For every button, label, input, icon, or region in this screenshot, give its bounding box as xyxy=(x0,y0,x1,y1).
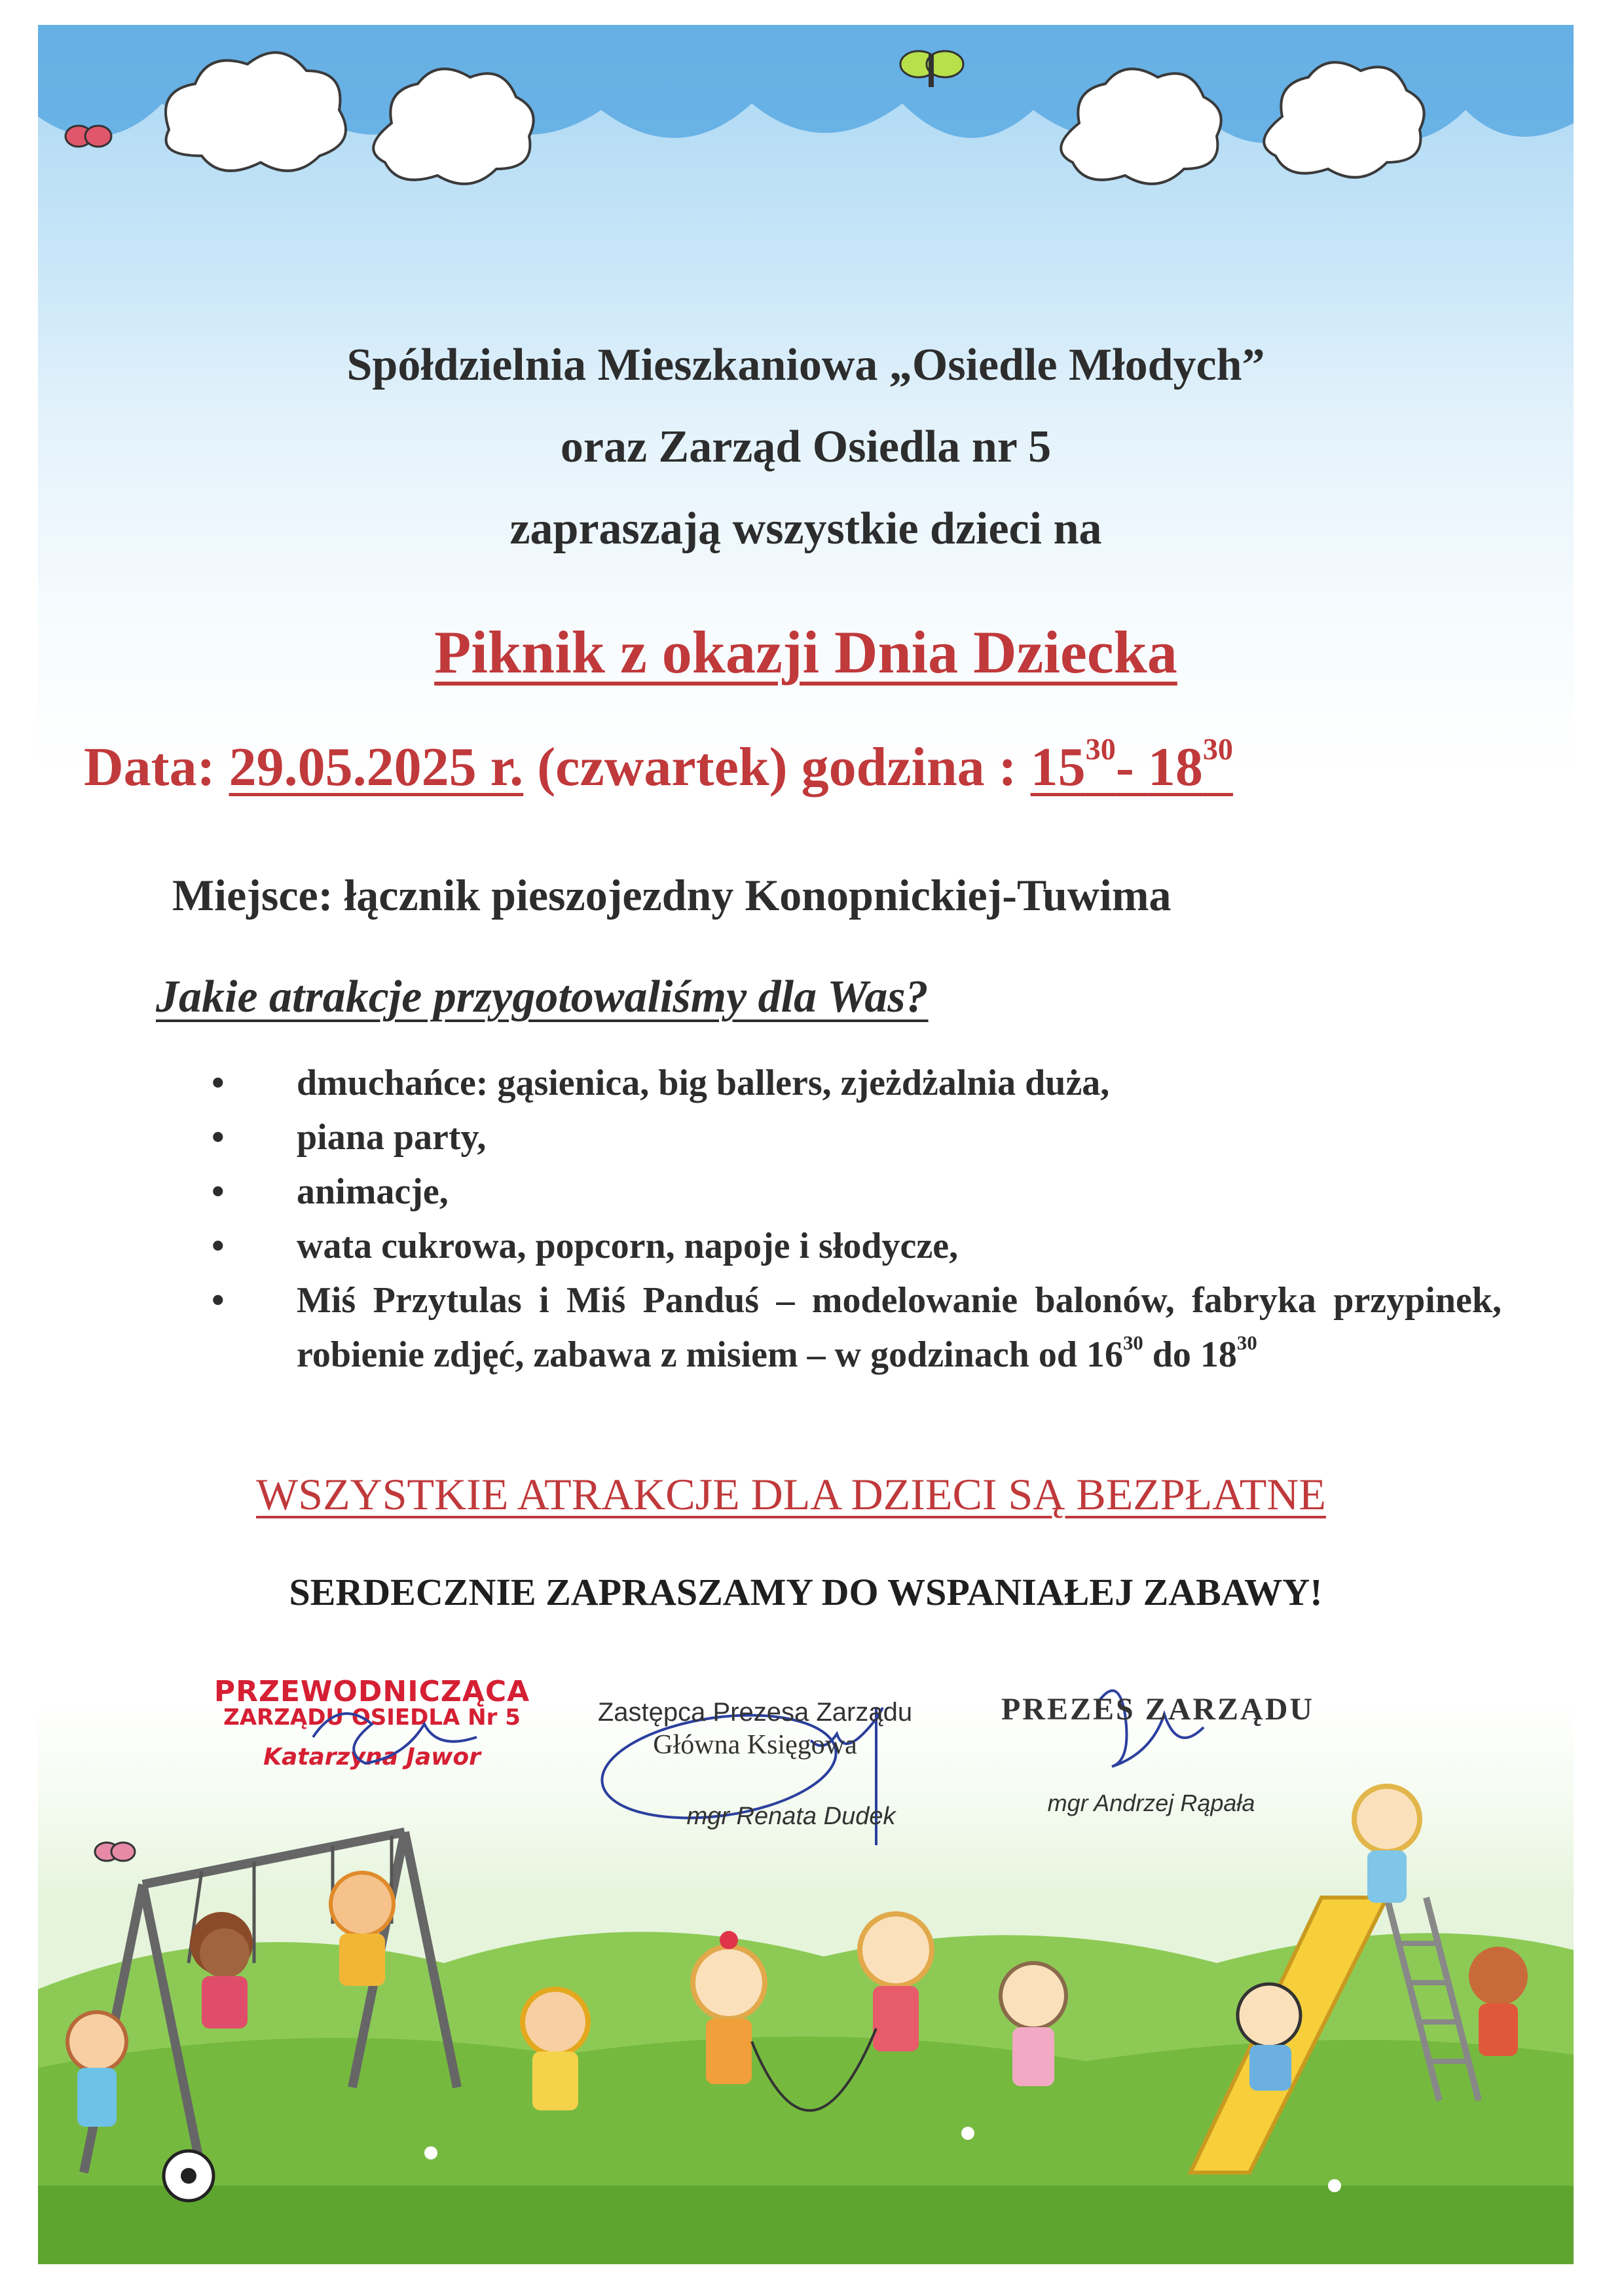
time-start-hour: 15 xyxy=(1030,737,1086,798)
time-separator: - xyxy=(1115,737,1148,798)
signature-scribble xyxy=(313,1714,477,1763)
date-value: 29.05.2025 r. xyxy=(229,737,524,798)
deputy-role: Główna Księgowa xyxy=(653,1730,857,1760)
to-word: do 18 xyxy=(1143,1334,1237,1375)
signature-marks xyxy=(38,25,1574,2264)
president-title: PREZES ZARZĄDU xyxy=(1001,1692,1315,1727)
weekday: (czwartek) xyxy=(537,737,788,798)
stamp-title: PRZEWODNICZĄCA xyxy=(213,1675,530,1708)
deputy-title: Zastępca Prezesa Zarządu xyxy=(597,1698,913,1727)
time-label: godzina : xyxy=(801,737,1017,798)
to-minutes: 30 xyxy=(1236,1331,1257,1354)
time-end-hour: 18 xyxy=(1147,737,1203,798)
organizer-line-1: Spółdzielnia Mieszkaniowa „Osiedle Młodych” xyxy=(346,340,1265,390)
attractions-heading: Jakie atrakcje przygotowaliśmy dla Was? xyxy=(156,972,929,1022)
bullet-icon: • xyxy=(212,1117,225,1158)
list-item-text: piana party, xyxy=(297,1117,487,1158)
closing-invitation: SERDECZNIE ZAPRASZAMY DO WSPANIAŁEJ ZABAWY! xyxy=(289,1571,1323,1613)
bullet-icon: • xyxy=(212,1280,225,1321)
president-name: mgr Andrzej Rąpała xyxy=(1047,1790,1255,1816)
event-title: Piknik z okazji Dnia Dziecka xyxy=(434,619,1177,686)
organizer-line-2: oraz Zarząd Osiedla nr 5 xyxy=(560,422,1052,472)
list-item-text: animacje, xyxy=(297,1171,449,1212)
invite-line: zapraszają wszystkie dzieci na xyxy=(509,504,1102,554)
event-place: Miejsce: łącznik pieszojezdny Konopnickiej-Tuwima xyxy=(172,870,1172,920)
deputy-name: mgr Renata Dudek xyxy=(686,1803,896,1830)
list-item-text: dmuchańce: gąsienica, big ballers, zjeżdżalnia duża, xyxy=(297,1063,1110,1103)
poster xyxy=(38,25,1574,2264)
from-minutes: 30 xyxy=(1122,1331,1143,1354)
list-item-text: Miś Przytulas i Miś Panduś – modelowanie balonów, fabryka przypinek, robienie zdjęć, zabawa z misiem – w godzinach od 16 xyxy=(297,1280,1502,1375)
bullet-icon: • xyxy=(212,1171,225,1212)
time-end-min: 30 xyxy=(1202,732,1234,766)
free-notice: WSZYSTKIE ATRAKCJE DLA DZIECI SĄ BEZPŁATNE xyxy=(256,1469,1326,1519)
time-start-min: 30 xyxy=(1085,732,1116,766)
date-label: Data: xyxy=(84,737,215,798)
bullet-icon: • xyxy=(212,1063,225,1103)
stamp-name: Katarzyna Jawor xyxy=(263,1744,481,1771)
bullet-icon: • xyxy=(212,1226,225,1266)
list-item-text: wata cukrowa, popcorn, napoje i słodycze, xyxy=(297,1226,959,1266)
stamp-subtitle: ZARZĄDU OSIEDLA Nr 5 xyxy=(223,1704,521,1731)
